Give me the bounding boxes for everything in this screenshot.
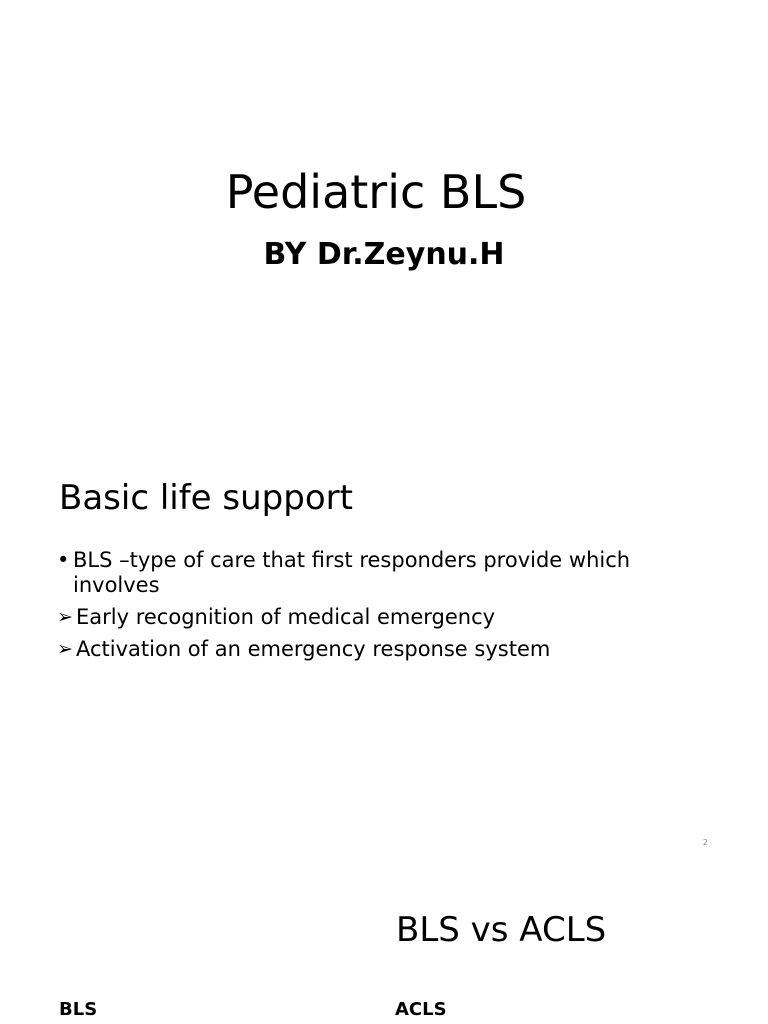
column-header-acls: ACLS	[395, 999, 447, 1020]
bullet-text: Early recognition of medical emergency	[76, 605, 496, 629]
bls-vs-acls-slide	[0, 864, 768, 1024]
slide-title: Basic life support	[59, 478, 353, 518]
bullet-text: Activation of an emergency response system	[76, 637, 551, 661]
bullet-text: BLS –type of care that first responders provide which involves	[73, 548, 631, 597]
slide-title: BLS vs ACLS	[396, 910, 607, 950]
column-header-bls: BLS	[59, 999, 98, 1020]
basic-life-support-slide	[0, 432, 768, 864]
bullet-item	[57, 637, 697, 662]
bullet-item	[57, 548, 697, 598]
arrow-bullet-icon: ➢	[57, 638, 73, 660]
bullet-item	[57, 605, 697, 630]
arrow-bullet-icon: ➢	[57, 606, 73, 628]
bullet-list	[57, 548, 697, 669]
title-slide	[0, 0, 768, 432]
page-number: 2	[702, 838, 708, 847]
presentation-title: Pediatric BLS	[225, 165, 527, 219]
bullet-dot-icon: •	[57, 548, 70, 572]
author-subtitle: BY Dr.Zeynu.H	[263, 237, 505, 272]
